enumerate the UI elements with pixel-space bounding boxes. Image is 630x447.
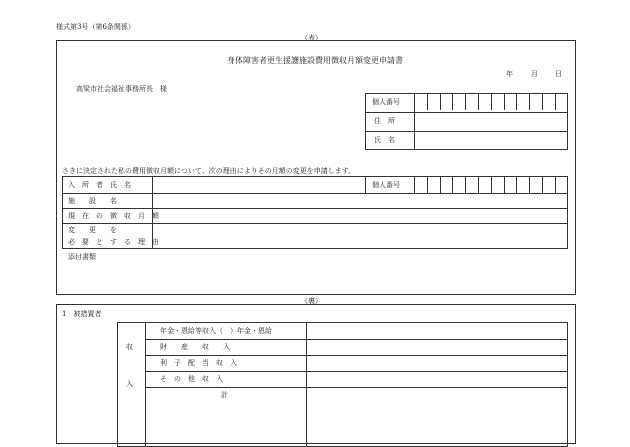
resident-id-cell-4 — [465, 176, 476, 193]
applicant-name-label: 氏 名 — [374, 136, 395, 144]
income-row-property: 財 産 収 入 — [160, 343, 230, 351]
applicant-id-cell-11 — [555, 93, 566, 110]
addressee: 高梁市社会福祉事務所長 様 — [76, 85, 167, 93]
resident-id-label: 個人番号 — [372, 181, 400, 189]
resident-id-cell-9 — [529, 176, 540, 193]
applicant-id-cell-1 — [427, 93, 438, 110]
applicant-id-cell-6 — [491, 93, 502, 110]
income-table — [117, 322, 568, 447]
resident-id-cell-5 — [478, 176, 489, 193]
income-label-1: 収 — [126, 343, 133, 351]
date-year: 年 — [506, 70, 513, 78]
resident-id-cell-1 — [427, 176, 438, 193]
applicant-id-cell-2 — [440, 93, 451, 110]
applicant-id-cell-9 — [529, 93, 540, 110]
attachments-label: 添付書類 — [68, 253, 96, 261]
applicant-id-cell-4 — [465, 93, 476, 110]
reason-label-2: 必 要 と す る 理 由 — [68, 238, 159, 246]
applicant-address-label: 住 所 — [374, 117, 395, 125]
date-day: 日 — [555, 70, 562, 78]
resident-id-cell-7 — [504, 176, 515, 193]
date-month: 月 — [531, 70, 538, 78]
income-label-2: 入 — [126, 380, 133, 388]
resident-id-cell-11 — [555, 176, 566, 193]
back-section-title: 1 被措置者 — [62, 310, 102, 318]
resident-id-cell-10 — [542, 176, 553, 193]
income-row-interest: 利 子 配 当 収 入 — [160, 359, 237, 367]
resident-id-cell-2 — [440, 176, 451, 193]
back-label: （裏） — [301, 297, 322, 305]
resident-id-cell-6 — [491, 176, 502, 193]
resident-id-cell-3 — [452, 176, 463, 193]
form-title: 身体障害者更生援護施設費用徴収月額変更申請書 — [227, 56, 403, 65]
income-row-total: 計 — [221, 391, 228, 399]
applicant-id-label: 個人番号 — [372, 98, 400, 106]
income-row-other: そ の 他 収 入 — [160, 375, 223, 383]
income-row-pension: 年金・恩給等収入（ ）年金・恩給 — [160, 327, 272, 335]
applicant-id-cell-8 — [516, 93, 527, 110]
form-number: 様式第3号（第6条関係） — [56, 23, 135, 31]
reason-label-1: 変 更 を — [68, 226, 117, 234]
resident-name-label: 入 所 者 氏 名 — [68, 181, 131, 189]
statement: さきに決定された私の費用徴収月額について、次の理由によりその月額の変更を申請します。 — [62, 167, 356, 175]
current-amount-label: 現 在 の 徴 収 月 額 — [68, 212, 159, 220]
applicant-id-cell-7 — [504, 93, 515, 110]
applicant-id-cell-5 — [478, 93, 489, 110]
applicant-id-cell-10 — [542, 93, 553, 110]
front-label: （表） — [301, 34, 322, 42]
resident-id-cell-8 — [516, 176, 527, 193]
applicant-id-cell-3 — [452, 93, 463, 110]
facility-name-label: 施 設 名 — [68, 197, 117, 205]
